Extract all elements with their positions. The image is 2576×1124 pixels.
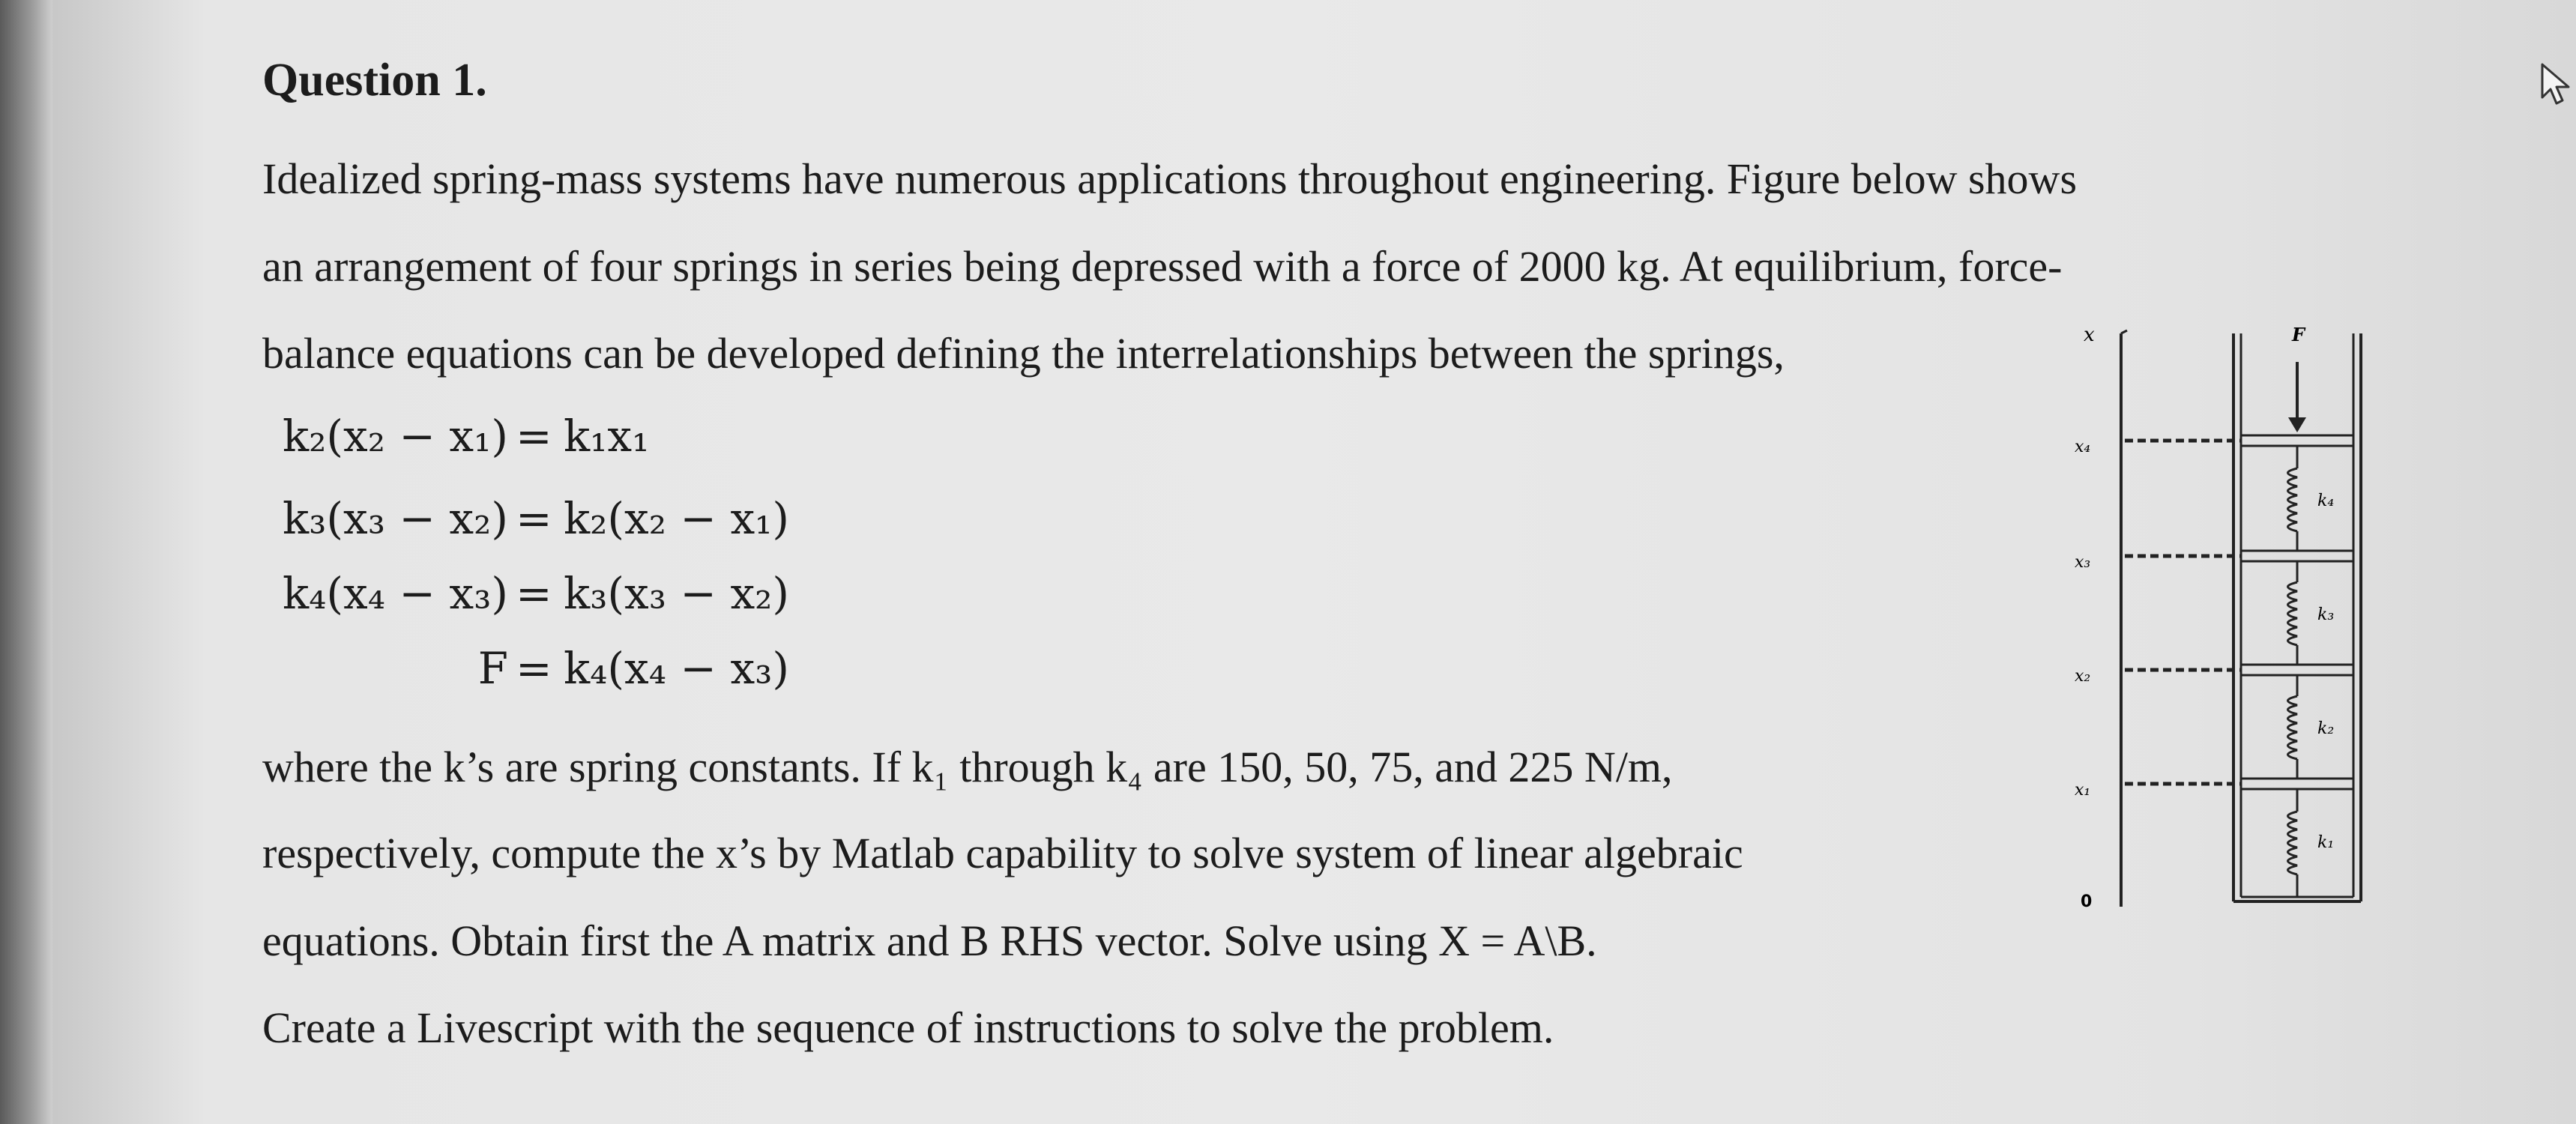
figure-axis-label: x bbox=[2084, 324, 2095, 346]
equation-2-equals: = bbox=[516, 493, 552, 544]
spring-k4 bbox=[2288, 446, 2298, 551]
spring-label-k3: k₃ bbox=[2317, 605, 2335, 624]
body-line-4: Create a Livescript with the sequence of instructions to solve the problem. bbox=[262, 1003, 1554, 1052]
body-line-3: equations. Obtain first the A matrix and B RHS vector. Solve using X = A\B. bbox=[262, 916, 1597, 965]
force-arrow bbox=[2288, 362, 2306, 432]
body-line-2: respectively, compute the x’s by Matlab capability to solve system of linear algebraic bbox=[262, 829, 1743, 877]
equation-2-lhs: k₃(x₃ − x₂) bbox=[282, 493, 508, 544]
intro-line-3: balance equations can be developed defining the interrelationships between the springs, bbox=[262, 329, 1785, 378]
spring-label-k2: k₂ bbox=[2317, 719, 2335, 738]
spring-k3 bbox=[2288, 561, 2298, 665]
spring-mass-figure bbox=[2054, 303, 2376, 925]
equation-3-lhs: k₄(x₄ − x₃) bbox=[282, 568, 508, 619]
equation-4-lhs: F bbox=[477, 643, 508, 694]
force-label: F bbox=[2292, 324, 2305, 345]
intro-line-2: an arrangement of four springs in series being depressed with a force of 2000 kg. At equilibrium, force- bbox=[262, 242, 2063, 291]
position-label-zero: 0 bbox=[2081, 892, 2093, 911]
position-label-x3: x₃ bbox=[2075, 553, 2091, 572]
equation-3-rhs: k₃(x₃ − x₂) bbox=[564, 568, 790, 619]
body-line-1: where the k’s are spring constants. If k₁ through k₄ are 150, 50, 75, and 225 N/m, bbox=[262, 743, 1673, 791]
spring-k1 bbox=[2288, 789, 2298, 897]
position-label-x4: x₄ bbox=[2075, 438, 2091, 456]
equation-4-equals: = bbox=[516, 643, 552, 694]
equation-3-equals: = bbox=[516, 568, 552, 619]
equation-1-lhs: k₂(x₂ − x₁) bbox=[282, 411, 508, 462]
question-heading: Question 1. bbox=[262, 55, 487, 106]
equation-1-equals: = bbox=[516, 411, 552, 462]
equation-1-rhs: k₁x₁ bbox=[564, 411, 650, 462]
equation-2-rhs: k₂(x₂ − x₁) bbox=[564, 493, 790, 544]
mouse-pointer-icon bbox=[2539, 63, 2572, 106]
mass-plates bbox=[2241, 435, 2353, 789]
position-label-x2: x₂ bbox=[2075, 667, 2091, 686]
position-guides bbox=[2125, 441, 2241, 784]
spring-label-k1: k₁ bbox=[2317, 833, 2335, 852]
spring-k2 bbox=[2288, 675, 2298, 779]
spring-label-k4: k₄ bbox=[2317, 492, 2335, 510]
figure-axis-tick bbox=[2121, 330, 2127, 333]
intro-line-1: Idealized spring-mass systems have numerous applications throughout engineering. Figure below shows bbox=[262, 154, 2078, 203]
equation-4-rhs: k₄(x₄ − x₃) bbox=[564, 643, 790, 694]
position-label-x1: x₁ bbox=[2075, 781, 2091, 800]
